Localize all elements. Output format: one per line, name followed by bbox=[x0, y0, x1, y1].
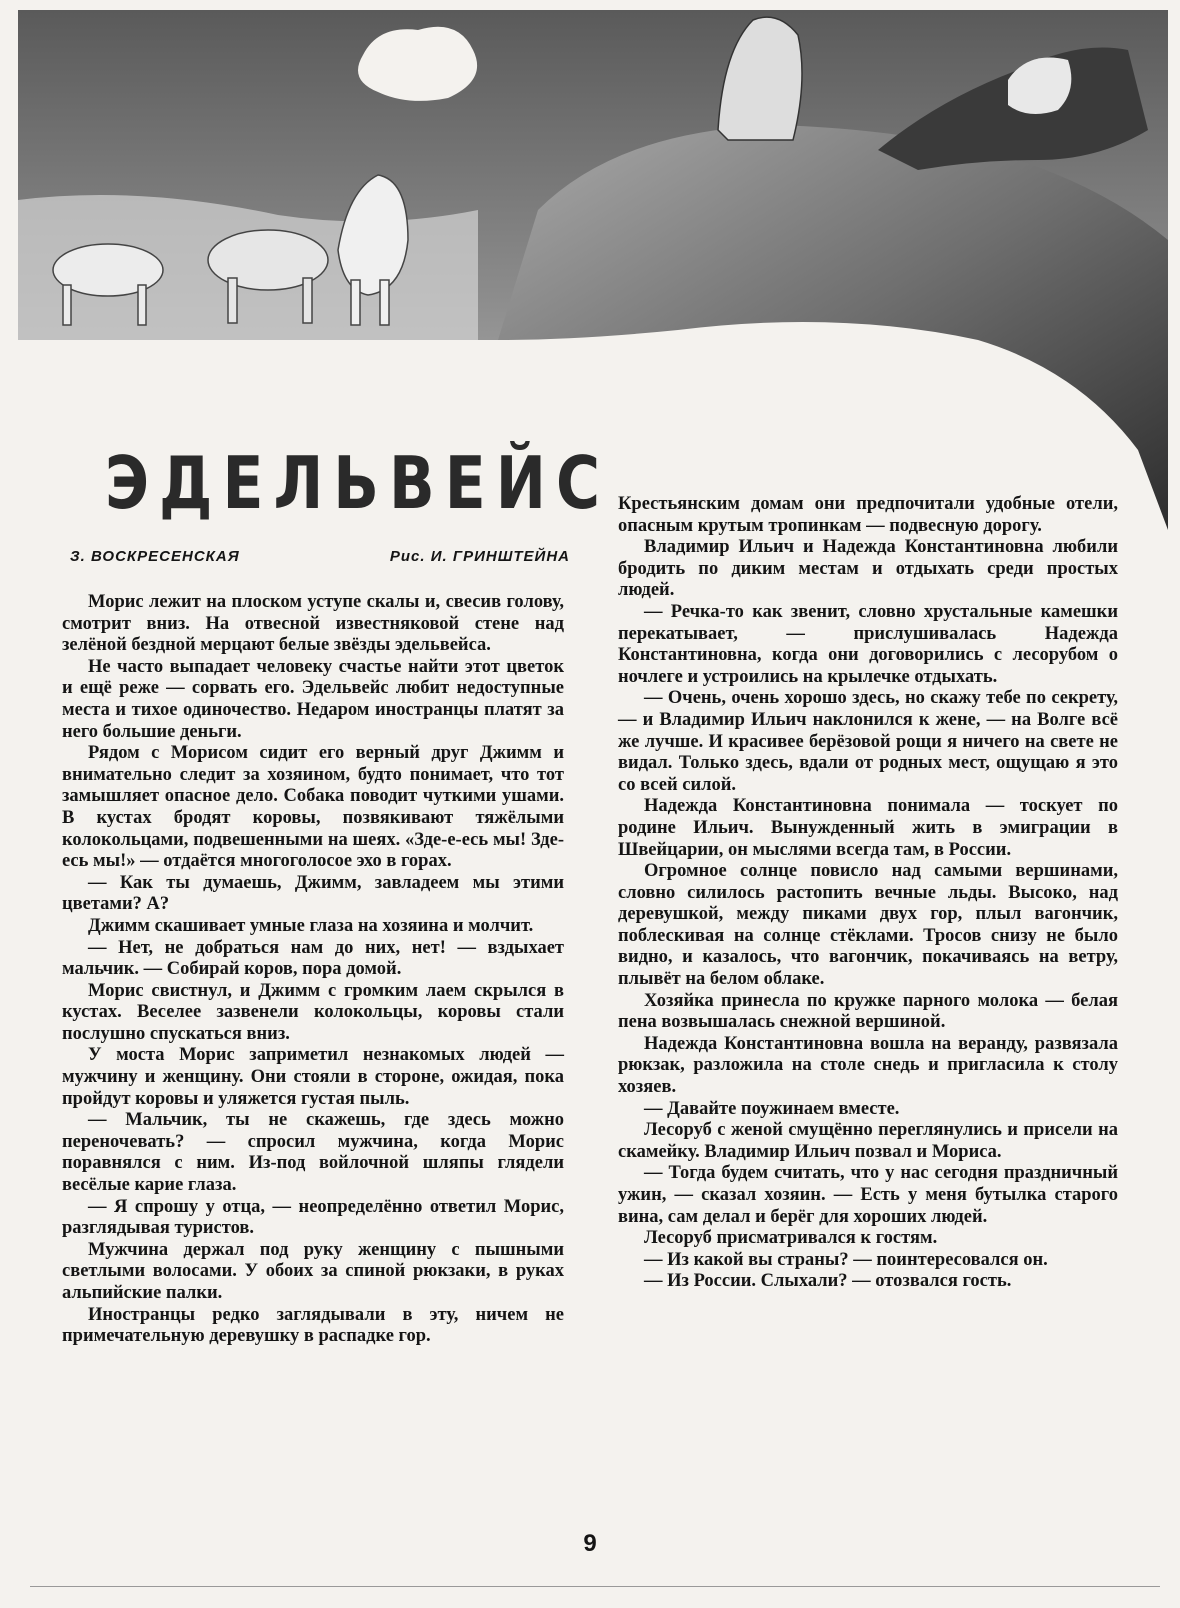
left-column bbox=[62, 592, 564, 1348]
paragraph: Надежда Константиновна вошла на веранду, развязала рюкзак, разложила на столе снедь и пригласила к столу хозяев. bbox=[618, 1033, 1118, 1098]
paragraph: Морис свистнул, и Джимм с громким лаем скрылся в кустах. Веселее зазвенели колокольцы, коровы стали послушно спускаться вниз. bbox=[62, 980, 564, 1044]
paragraph: — Очень, очень хорошо здесь, но скажу тебе по секрету, — и Владимир Ильич наклонился к жене, — на Волге всё же лучше. И красивее берёзовой рощи я ничего на свете не видал. Только здесь, вдали от родных мест, ощущаю я это со всей силой. bbox=[618, 688, 1118, 795]
paragraph: Хозяйка принесла по кружке парного молока — белая пена возвышалась снежной вершиной. bbox=[618, 990, 1118, 1033]
paragraph: У моста Морис заприметил незнакомых людей — мужчину и женщину. Они стояли в стороне, ожидая, пока пройдут коровы и уляжется густая пыль. bbox=[62, 1045, 564, 1109]
paragraph: — Мальчик, ты не скажешь, где здесь можно переночевать? — спросил мужчина, когда Морис поравнялся с ним. Из-под войлочной шляпы глядели весёлые карие глаза. bbox=[62, 1110, 564, 1196]
illustrator-credit: Рис. И. ГРИНШТЕЙНА bbox=[389, 548, 570, 565]
paragraph: Рядом с Морисом сидит его верный друг Джимм и внимательно следит за хозяином, будто понимает, что тот замышляет опасное дело. Собака поводит чуткими ушами. В кустах бродят коровы, позвякивают тяжёлыми колокольцами, подвешенными на шеях. «Зде-е-есь мы! Зде-есь мы!» — отдаётся многоголосое эхо в горах. bbox=[62, 743, 564, 872]
paragraph: — Нет, не добраться нам до них, нет! — вздыхает мальчик. — Собирай коров, пора домой. bbox=[62, 937, 564, 980]
paragraph: Морис лежит на плоском уступе скалы и, свесив голову, смотрит вниз. На отвесной известняковой стене над зелёной бездной мерцают белые звёзды эдельвейса. bbox=[62, 592, 564, 656]
article-title: ЭДЕЛЬВЕЙС bbox=[105, 442, 610, 526]
paragraph: — Из России. Слыхали? — отозвался гость. bbox=[644, 1271, 1012, 1292]
paragraph: Джимм скашивает умные глаза на хозяина и молчит. bbox=[88, 915, 534, 936]
paragraph: Надежда Константиновна понимала — тоскует по родине Ильич. Вынужденный жить в эмиграции в Швейцарии, он мыслями всегда там, в России. bbox=[618, 796, 1118, 860]
paragraph: Мужчина держал под руку женщину с пышными светлыми волосами. У обоих за спиной рюкзаки, в руках альпийские палки. bbox=[62, 1239, 564, 1303]
paragraph: Не часто выпадает человеку счастье найти этот цветок и ещё реже — сорвать его. Эдельвейс любит недоступные места и тихое одиночество. Недаром иностранцы платят за него большие деньги. bbox=[62, 656, 564, 742]
author: З. ВОСКРЕСЕНСКАЯ bbox=[70, 548, 240, 565]
byline bbox=[70, 548, 570, 565]
bottom-rule bbox=[30, 1586, 1160, 1587]
paragraph: — Давайте поужинаем вместе. bbox=[644, 1098, 900, 1119]
paragraph: Лесоруб с женой смущённо переглянулись и присели на скамейку. Владимир Ильич позвал и Мориса. bbox=[618, 1120, 1118, 1162]
paragraph: Лесоруб присматривался к гостям. bbox=[644, 1228, 938, 1249]
paragraph: — Как ты думаешь, Джимм, завладеем мы этими цветами? А? bbox=[62, 872, 564, 915]
paragraph: Иностранцы редко заглядывали в эту, ничем не примечательную деревушку в распадке гор. bbox=[62, 1304, 564, 1347]
paragraph: — Я спрошу у отца, — неопределённо ответил Морис, разглядывая туристов. bbox=[62, 1196, 564, 1239]
right-column bbox=[618, 494, 1118, 1293]
paragraph: — Из какой вы страны? — поинтересовался он. bbox=[644, 1249, 1048, 1270]
paragraph: Крестьянским домам они предпочитали удобные отели, опасным крутым тропинкам — подвесную дорогу. bbox=[618, 494, 1118, 536]
page-number: 9 bbox=[583, 1530, 597, 1557]
paragraph: — Речка-то как звенит, словно хрустальные камешки перекатывает, — прислушивалась Надежда Константиновна, когда они договорились с лесорубом о ночлеге и устроились на крылечке отдыхать. bbox=[618, 601, 1118, 687]
paragraph: Огромное солнце повисло над самыми вершинами, словно силилось растопить вечные льды. Высоко, над деревушкой, между пиками двух гор, плыл вагончик, поблескивая на солнце стёклами. Тросов снизу не было видно, и казалось, что вагончик, покачиваясь на ветру, плывёт на белом облаке. bbox=[618, 861, 1118, 990]
paragraph: Владимир Ильич и Надежда Константиновна любили бродить по диким местам и отдыхать среди простых людей. bbox=[618, 537, 1118, 601]
paragraph: — Тогда будем считать, что у нас сегодня праздничный ужин, — сказал хозяин. — Есть у меня бутылка старого вина, сам делал и берёг для хороших людей. bbox=[618, 1163, 1118, 1227]
